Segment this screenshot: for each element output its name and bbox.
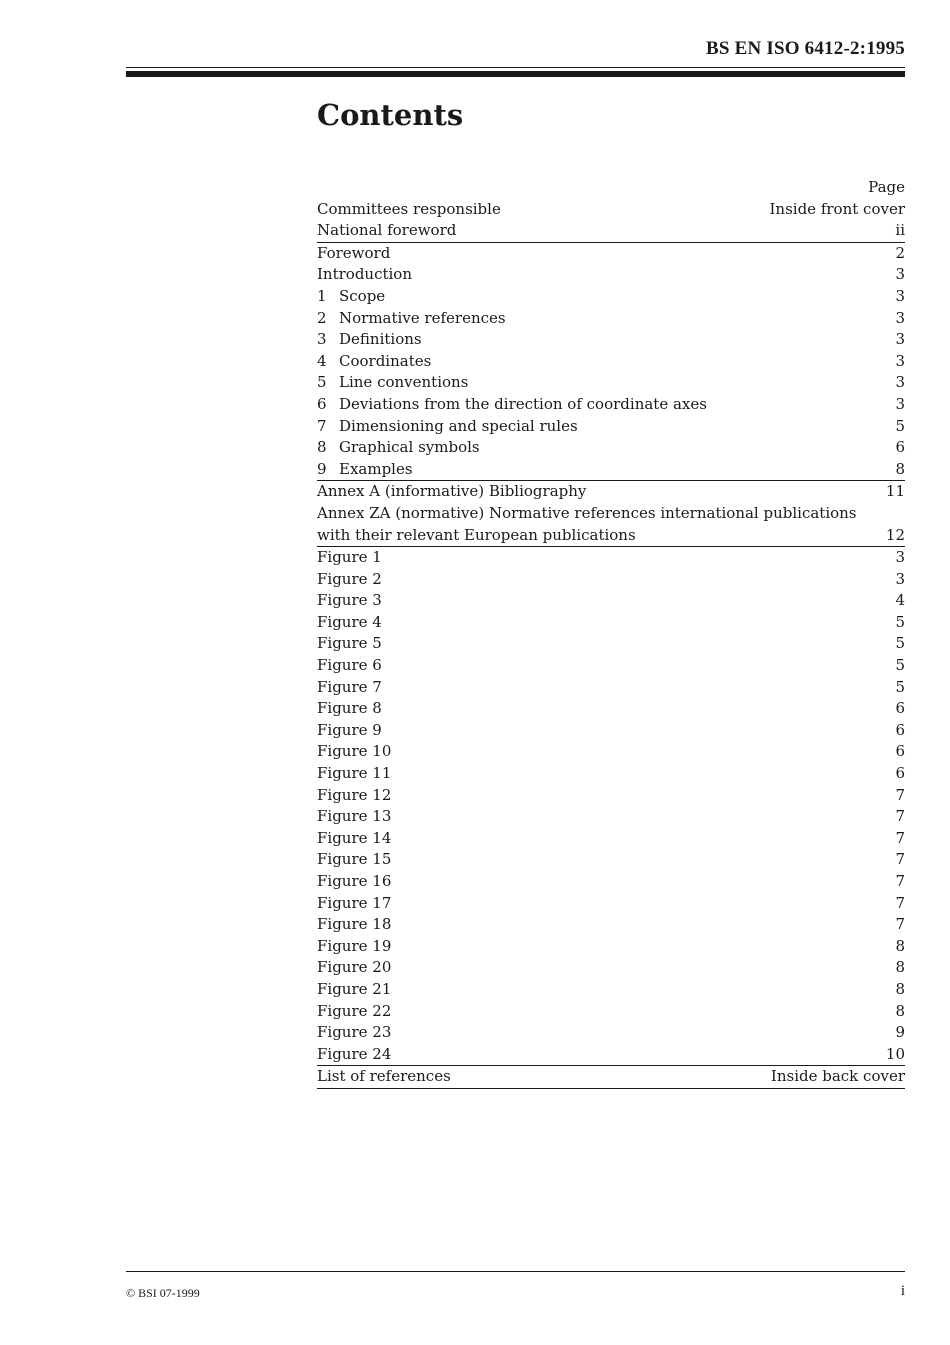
toc-entry-text: Annex A (informative) Bibliography [317, 482, 587, 501]
toc-entry[interactable] [317, 459, 905, 481]
toc-entry-label [317, 655, 382, 677]
toc-entry[interactable] [317, 1022, 905, 1044]
toc-entry[interactable] [317, 849, 905, 871]
toc-entry-text: Figure 17 [317, 893, 392, 912]
toc-entry-text: Figure 22 [317, 1001, 392, 1020]
toc-group [317, 481, 905, 547]
toc-entry-page: 7 [895, 915, 905, 934]
toc-entry-label [317, 569, 382, 591]
toc-entry-text: Figure 8 [317, 699, 382, 718]
toc-entry-text: Figure 5 [317, 634, 382, 653]
toc-entry-label [317, 547, 382, 569]
toc-entry-label [317, 437, 480, 459]
copyright-notice: © BSI 07-1999 [126, 1286, 200, 1300]
toc-entry-page: 11 [885, 482, 905, 501]
toc-entry-label [317, 979, 391, 1001]
toc-entry-text: Definitions [339, 330, 422, 349]
toc-entry[interactable] [317, 416, 905, 438]
toc-entry-label [317, 785, 391, 807]
page-title: Contents [317, 98, 464, 132]
toc-entry-page: 6 [895, 742, 905, 761]
toc-entry[interactable] [317, 569, 905, 591]
toc-entry-text: Introduction [317, 265, 412, 284]
toc-entry-page: 7 [895, 828, 905, 847]
toc-entry-text: Examples [339, 459, 413, 478]
toc-entry-page: 5 [895, 612, 905, 631]
toc-entry-page: 3 [895, 394, 905, 413]
toc-entry-text: Normative references [339, 308, 506, 327]
toc-entry-label [317, 893, 391, 915]
toc-entry-label [317, 459, 413, 481]
toc-entry-label [317, 698, 382, 720]
toc-entry-page: 3 [895, 351, 905, 370]
toc-entry-text: Graphical symbols [339, 438, 480, 457]
toc-entry-text: Dimensioning and special rules [339, 416, 578, 435]
toc-entry-text: Foreword [317, 243, 391, 262]
toc-entry-page: 3 [895, 548, 905, 567]
toc-entry[interactable] [317, 936, 905, 958]
toc-entry[interactable] [317, 893, 905, 915]
toc-entry-label [317, 828, 391, 850]
toc-entry-label [317, 199, 501, 221]
toc-entry-text: Figure 13 [317, 807, 392, 826]
toc-group [317, 547, 905, 1066]
toc-entry[interactable] [317, 372, 905, 394]
toc-entry-page: 3 [895, 265, 905, 284]
toc-group [317, 243, 905, 482]
toc-entry-label [317, 1022, 391, 1044]
toc-entry[interactable] [317, 763, 905, 785]
toc-entry-text: Deviations from the direction of coordinate axes [339, 394, 707, 413]
toc-entry-page: 12 [885, 525, 905, 544]
toc-entry-label [317, 612, 382, 634]
toc-entry-label [317, 394, 707, 416]
toc-entry[interactable] [317, 806, 905, 828]
toc-entry-page: 5 [895, 677, 905, 696]
toc-entry-page: 6 [895, 438, 905, 457]
toc-entry[interactable] [317, 914, 905, 936]
toc-entry-text: Figure 24 [317, 1044, 392, 1063]
toc-entry-page: 3 [895, 330, 905, 349]
toc-entry-text: Annex ZA (normative) Normative references international publications with their relevant European publications [317, 503, 857, 544]
toc-entry-number: 4 [317, 351, 327, 370]
toc-entry-page: 8 [895, 958, 905, 977]
toc-entry-text: Figure 21 [317, 979, 392, 998]
toc-entry-page: 3 [895, 373, 905, 392]
toc-entry-number: 5 [317, 373, 327, 392]
toc-entry-text: Figure 23 [317, 1023, 392, 1042]
toc-entry[interactable] [317, 503, 905, 546]
toc-entry[interactable] [317, 243, 905, 265]
toc-entry-page: 6 [895, 764, 905, 783]
page-column-label: Page [868, 178, 905, 196]
toc-entry-number: 9 [317, 459, 327, 478]
toc-entry-page: 7 [895, 850, 905, 869]
toc-entry-label [317, 763, 391, 785]
toc-entry-label [317, 329, 422, 351]
toc-entry-page: 7 [895, 785, 905, 804]
toc-entry-label [317, 372, 468, 394]
toc-entry[interactable] [317, 199, 905, 221]
toc-entry-page: ii [895, 221, 905, 240]
toc-entry-text: Committees responsible [317, 199, 501, 218]
toc-entry[interactable] [317, 481, 905, 503]
toc-entry-text: Figure 15 [317, 850, 392, 869]
toc-entry-label [317, 871, 391, 893]
toc-entry-label [317, 416, 578, 438]
toc-entry-page: 8 [895, 936, 905, 955]
toc-entry-page: 7 [895, 807, 905, 826]
toc-entry-text: Figure 20 [317, 958, 392, 977]
toc-group [317, 1066, 905, 1089]
toc-entry-label [317, 720, 382, 742]
toc-entry-text: Figure 12 [317, 785, 392, 804]
toc-entry-text: Scope [339, 286, 386, 305]
toc-entry-label [317, 264, 412, 286]
toc-entry[interactable] [317, 1044, 905, 1066]
toc-entry-label [317, 677, 382, 699]
footer-rule [126, 1271, 905, 1272]
toc-entry-label [317, 481, 586, 503]
toc-entry-page: 9 [895, 1023, 905, 1042]
toc-entry-page: 8 [895, 459, 905, 478]
toc-entry-text: List of references [317, 1067, 451, 1086]
toc-entry[interactable] [317, 612, 905, 634]
toc-entry[interactable] [317, 329, 905, 351]
toc-entry[interactable] [317, 655, 905, 677]
toc-entry-text: Figure 6 [317, 656, 382, 675]
toc-entry[interactable] [317, 1001, 905, 1023]
toc-entry-label [317, 220, 456, 242]
toc-entry[interactable] [317, 437, 905, 459]
toc-entry-text: Figure 7 [317, 677, 382, 696]
toc-entry[interactable] [317, 547, 905, 569]
toc-entry-label [317, 914, 391, 936]
toc-entry[interactable] [317, 264, 905, 286]
toc-entry-label [317, 1001, 391, 1023]
toc-entry-number: 6 [317, 394, 327, 413]
toc-entry-text: Coordinates [339, 351, 432, 370]
toc-entry-page: Inside front cover [769, 199, 905, 218]
toc-entry-number: 2 [317, 308, 327, 327]
toc-group [317, 199, 905, 243]
toc-entry-page: 5 [895, 656, 905, 675]
toc-entry[interactable] [317, 677, 905, 699]
toc-entry[interactable] [317, 828, 905, 850]
page-number: i [900, 1283, 905, 1299]
toc-entry[interactable] [317, 394, 905, 416]
table-of-contents [317, 177, 905, 1089]
toc-entry-text: Figure 1 [317, 548, 382, 567]
toc-entry-text: Line conventions [339, 373, 469, 392]
toc-entry-page: 7 [895, 872, 905, 890]
toc-entry[interactable] [317, 720, 905, 742]
toc-entry-page: 7 [895, 893, 905, 912]
toc-entry-number: 1 [317, 286, 327, 305]
toc-entry-label [317, 633, 382, 655]
toc-entry-text: Figure 16 [317, 872, 392, 890]
toc-entry-label [317, 286, 385, 308]
toc-entry-page: 6 [895, 720, 905, 739]
toc-entry-page: 2 [895, 243, 905, 262]
toc-entry-text: Figure 18 [317, 915, 392, 934]
toc-entry-text: Figure 10 [317, 742, 392, 761]
toc-entry-label [317, 1044, 391, 1066]
toc-entry-text: National foreword [317, 221, 457, 240]
toc-entry[interactable] [317, 633, 905, 655]
toc-entry-text: Figure 3 [317, 591, 382, 610]
toc-entry-text: Figure 4 [317, 612, 382, 631]
toc-entry-text: Figure 11 [317, 764, 392, 783]
toc-entry[interactable] [317, 741, 905, 763]
toc-entry[interactable] [317, 698, 905, 720]
toc-entry-page: Inside back cover [770, 1067, 905, 1086]
document-code: BS EN ISO 6412-2:1995 [706, 38, 905, 59]
toc-entry-page: 3 [895, 308, 905, 327]
toc-entry[interactable] [317, 871, 905, 893]
toc-entry-text: Figure 14 [317, 828, 392, 847]
toc-entry-label [317, 351, 431, 373]
toc-entry-number: 3 [317, 330, 327, 349]
header-rule-thick [126, 71, 905, 77]
toc-entry[interactable] [317, 286, 905, 308]
toc-entry[interactable] [317, 220, 905, 242]
toc-entry[interactable] [317, 979, 905, 1001]
toc-entry[interactable] [317, 351, 905, 373]
toc-entry[interactable] [317, 1066, 905, 1088]
toc-entry-page: 5 [895, 416, 905, 435]
toc-entry-page: 3 [895, 569, 905, 588]
header-rule-thin [126, 67, 905, 68]
toc-entry-text: Figure 19 [317, 936, 392, 955]
toc-entry-label [317, 1066, 451, 1088]
toc-entry-label [317, 936, 391, 958]
toc-entry-page: 6 [895, 699, 905, 718]
toc-entry[interactable] [317, 308, 905, 330]
toc-entry-number: 7 [317, 416, 327, 435]
toc-entry-page: 8 [895, 979, 905, 998]
toc-entry-label [317, 741, 391, 763]
toc-entry-number: 8 [317, 438, 327, 457]
toc-entry-label [317, 503, 857, 546]
toc-entry-page: 8 [895, 1001, 905, 1020]
toc-entry[interactable] [317, 590, 905, 612]
toc-entry-page: 5 [895, 634, 905, 653]
toc-entry-page: 10 [885, 1044, 905, 1063]
toc-entry-page: 3 [895, 286, 905, 305]
toc-entry-label [317, 243, 390, 265]
toc-entry[interactable] [317, 957, 905, 979]
toc-entry[interactable] [317, 785, 905, 807]
toc-entry-text: Figure 9 [317, 720, 382, 739]
toc-entry-page: 4 [895, 591, 905, 610]
toc-entry-label [317, 806, 391, 828]
toc-entry-text: Figure 2 [317, 569, 382, 588]
toc-entry-label [317, 849, 391, 871]
toc-entry-label [317, 590, 382, 612]
toc-entry-label [317, 308, 506, 330]
toc-entry-label [317, 957, 391, 979]
